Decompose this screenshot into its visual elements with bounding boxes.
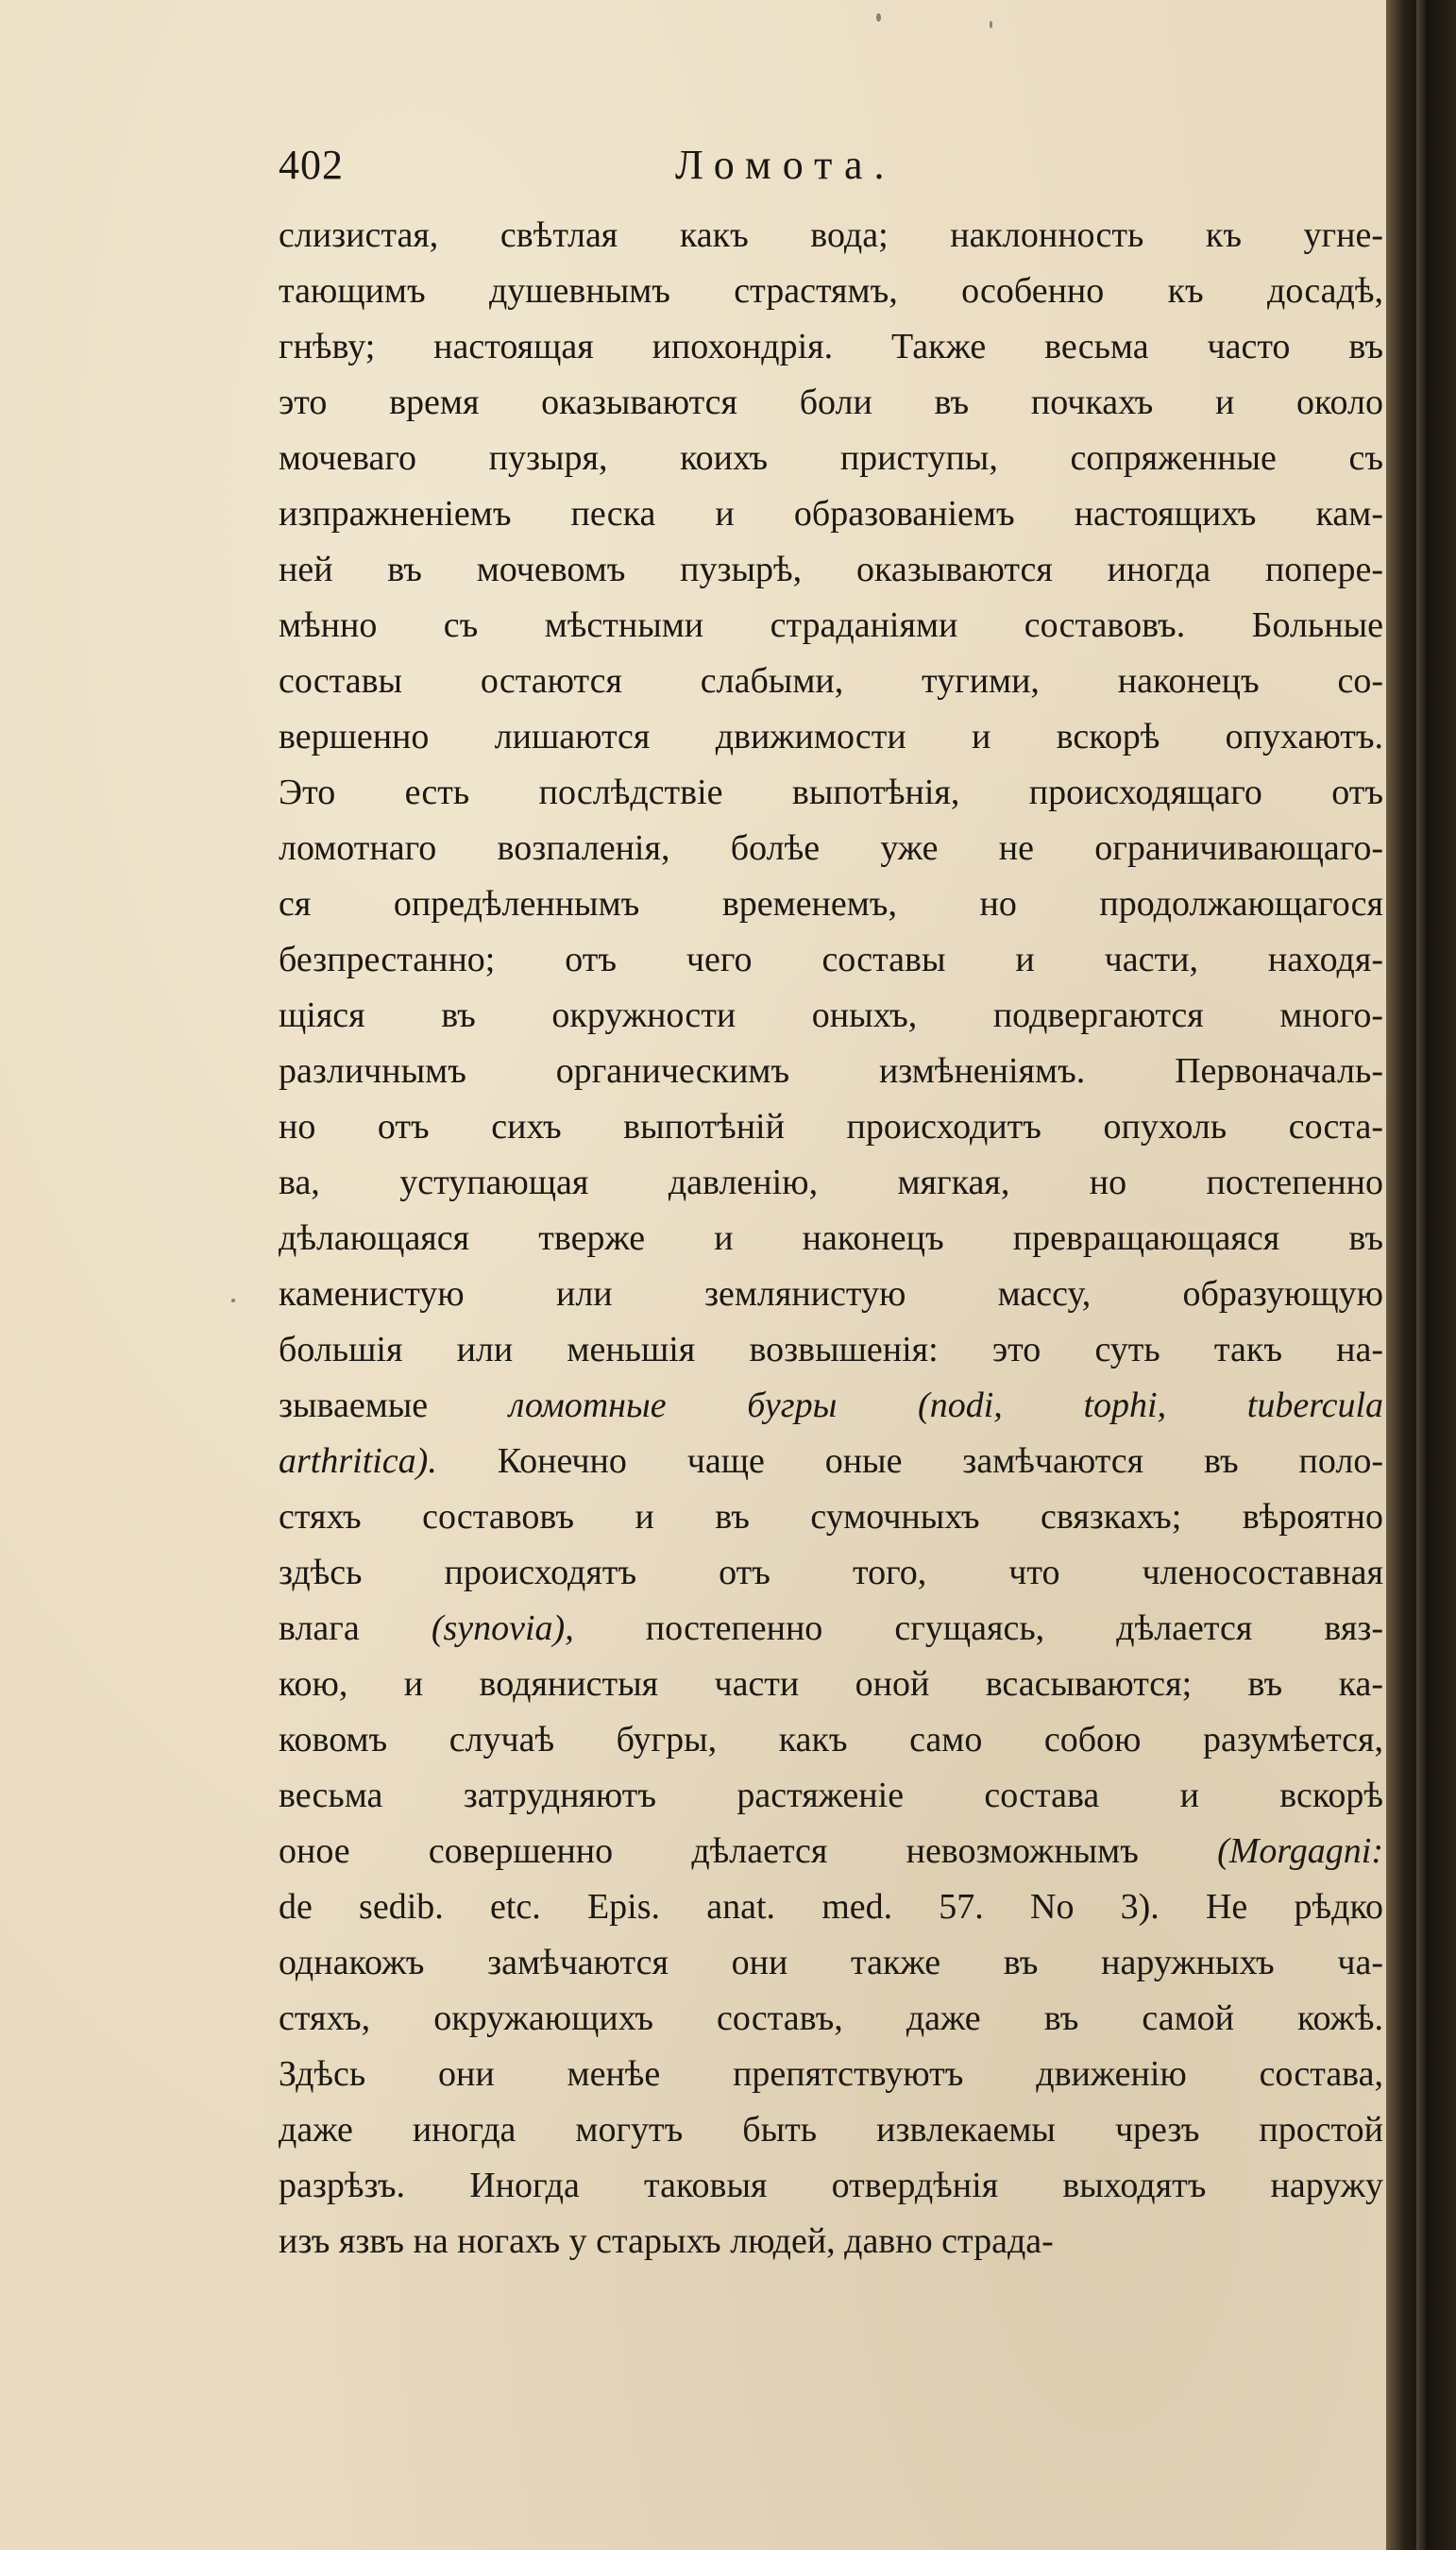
text-line: de sedib. etc. Epis. anat. med. 57. No 3). Не рѣдко xyxy=(279,1887,1383,1927)
text-line: изпражненіемъ песка и образованіемъ настоящихъ кам- xyxy=(279,494,1383,534)
text-line: мочеваго пузыря, коихъ приступы, сопряженные съ xyxy=(279,438,1383,478)
text-line: ковомъ случаѣ бугры, какъ само собою разумѣется, xyxy=(279,1720,1383,1760)
text-line xyxy=(279,1824,1383,1879)
text-line: ней въ мочевомъ пузырѣ, оказываются иногда попере- xyxy=(279,550,1383,589)
text-line: здѣсь происходятъ отъ того, что членосоставная xyxy=(279,1553,1383,1592)
text-line: щіяся въ окружности оныхъ, подвергаются много- xyxy=(279,995,1383,1035)
page-number: 402 xyxy=(279,142,344,188)
text-line: составы остаются слабыми, тугими, наконецъ со- xyxy=(279,661,1383,701)
running-head xyxy=(279,132,1393,198)
text-line: Здѣсь они менѣе препятствуютъ движенію состава, xyxy=(279,2054,1383,2094)
text-run: постепенно сгущаясь, дѣлается вяз- xyxy=(573,1608,1383,1648)
text-line xyxy=(279,1601,1383,1657)
page-edge-highlight xyxy=(1416,0,1426,2550)
text-line: слизистая, свѣтлая какъ вода; наклонность къ угне- xyxy=(279,215,1383,255)
italic-citation: (Morgagni: xyxy=(1217,1831,1383,1871)
text-line: каменистую или землянистую массу, образующую xyxy=(279,1274,1383,1314)
text-line: стяхъ, окружающихъ составъ, даже въ самой кожѣ. xyxy=(279,1998,1383,2038)
text-line: вершенно лишаются движимости и вскорѣ опухаютъ. xyxy=(279,717,1383,756)
italic-term: (synovia), xyxy=(431,1608,574,1648)
text-run: оное совершенно дѣлается невозможнымъ xyxy=(279,1831,1218,1871)
text-line: разрѣзъ. Иногда таковыя отвердѣнія выходятъ наружу xyxy=(279,2166,1383,2205)
text-line: даже иногда могутъ быть извлекаемы чрезъ простой xyxy=(279,2110,1383,2150)
ink-speck xyxy=(231,1299,235,1302)
text-line: тающимъ душевнымъ страстямъ, особенно къ досадѣ, xyxy=(279,271,1383,311)
italic-term: ломотные бугры (nodi, tophi, tubercula xyxy=(508,1386,1383,1425)
text-line xyxy=(279,1378,1383,1434)
text-line: кою, и водянистыя части оной всасываются; въ ка- xyxy=(279,1664,1383,1704)
text-line: большія или меньшія возвышенія: это суть такъ на- xyxy=(279,1330,1383,1369)
text-line: стяхъ составовъ и въ сумочныхъ связкахъ; вѣроятно xyxy=(279,1497,1383,1537)
text-line: Это есть послѣдствіе выпотѣнія, происходящаго отъ xyxy=(279,773,1383,812)
text-line xyxy=(279,1434,1383,1489)
ink-speck xyxy=(990,21,992,28)
text-line: но отъ сихъ выпотѣній происходитъ опухоль соста- xyxy=(279,1107,1383,1147)
ink-speck xyxy=(876,13,881,22)
text-line: изъ язвъ на ногахъ у старыхъ людей, давно страда- xyxy=(279,2221,1054,2261)
text-run: Конечно чаще оные замѣчаются въ поло- xyxy=(436,1441,1383,1481)
italic-term: arthritica). xyxy=(279,1441,437,1481)
text-line: однакожъ замѣчаются они также въ наружныхъ ча- xyxy=(279,1943,1383,1982)
text-run: влага xyxy=(279,1608,432,1648)
text-line: весьма затрудняютъ растяженіе состава и вскорѣ xyxy=(279,1776,1383,1815)
text-line: гнѣву; настоящая ипохондрія. Также весьма часто въ xyxy=(279,327,1383,366)
text-line: безпрестанно; отъ чего составы и части, находя- xyxy=(279,940,1383,979)
text-line: это время оказываются боли въ почкахъ и около xyxy=(279,382,1383,422)
body-text xyxy=(279,208,1383,2270)
text-line: ломотнаго возпаленія, болѣе уже не ограничивающаго- xyxy=(279,828,1383,868)
text-line: ва, уступающая давленію, мягкая, но постепенно xyxy=(279,1163,1383,1202)
text-line: различнымъ органическимъ измѣненіямъ. Первоначаль- xyxy=(279,1051,1383,1091)
text-run: зываемые xyxy=(279,1386,509,1425)
chapter-title: Ломота. xyxy=(675,142,896,188)
text-line: дѣлающаяся тверже и наконецъ превращающаяся въ xyxy=(279,1218,1383,1258)
text-line: ся опредѣленнымъ временемъ, но продолжающагося xyxy=(279,884,1383,924)
text-line: мѣнно съ мѣстными страданіями составовъ. Больные xyxy=(279,605,1383,645)
